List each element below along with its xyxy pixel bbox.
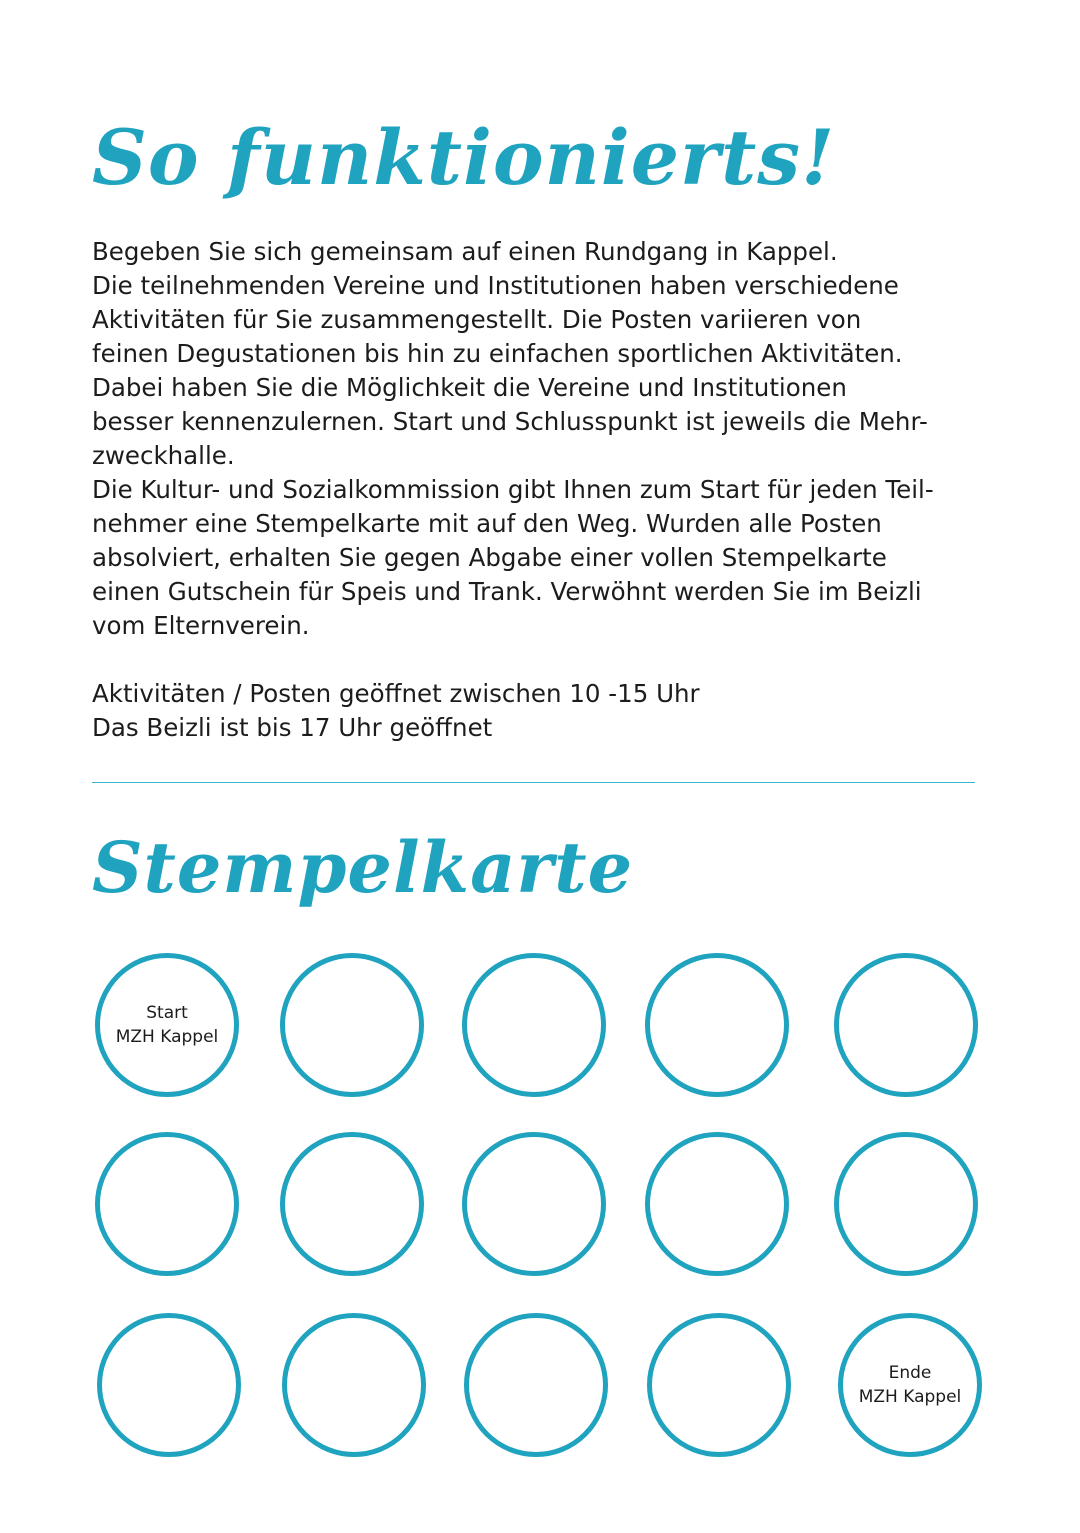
intro-line: Die Kultur- und Sozialkommission gibt Ihnen zum Start für jeden Teil-	[92, 475, 934, 504]
stamp-circle	[282, 1313, 426, 1457]
intro-line: Dabei haben Sie die Möglichkeit die Vereine und Institutionen	[92, 373, 847, 402]
stamp-circle	[280, 953, 424, 1097]
start-label: Start	[146, 1003, 188, 1023]
stamp-circle	[97, 1313, 241, 1457]
stamp-circle	[95, 1132, 239, 1276]
intro-line: Begeben Sie sich gemeinsam auf einen Rundgang in Kappel.	[92, 237, 838, 266]
start-location: MZH Kappel	[115, 1027, 219, 1047]
heading-so-funktionierts: So funktionierts!	[92, 113, 836, 202]
end-location: MZH Kappel	[858, 1387, 962, 1407]
intro-line: Die teilnehmenden Vereine und Institutionen haben verschiedene	[92, 271, 899, 300]
stamp-circle-start	[95, 953, 239, 1097]
stamp-circle-end	[838, 1313, 982, 1457]
beizli-hours: Das Beizli ist bis 17 Uhr geöffnet	[92, 713, 493, 742]
end-label: Ende	[888, 1363, 932, 1383]
intro-line: nehmer eine Stempelkarte mit auf den Weg. Wurden alle Posten	[92, 509, 882, 538]
intro-line: feinen Degustationen bis hin zu einfachen sportlichen Aktivitäten.	[92, 339, 903, 368]
stamp-circle	[462, 953, 606, 1097]
intro-line: Aktivitäten für Sie zusammengestellt. Die Posten variieren von	[92, 305, 862, 334]
stamp-circle	[834, 1132, 978, 1276]
stamp-circle	[645, 1132, 789, 1276]
stamp-circle	[462, 1132, 606, 1276]
intro-line: vom Elternverein.	[92, 611, 310, 640]
opening-hours	[92, 677, 1012, 745]
stamp-circle	[645, 953, 789, 1097]
intro-line: absolviert, erhalten Sie gegen Abgabe einer vollen Stempelkarte	[92, 543, 887, 572]
heading-stempelkarte: Stempelkarte	[92, 826, 634, 909]
activities-hours: Aktivitäten / Posten geöffnet zwischen 10 -15 Uhr	[92, 679, 700, 708]
stamp-circle	[834, 953, 978, 1097]
intro-line: einen Gutschein für Speis und Trank. Verwöhnt werden Sie im Beizli	[92, 577, 922, 606]
intro-line: zweckhalle.	[92, 441, 235, 470]
stamp-circle	[280, 1132, 424, 1276]
section-divider	[92, 782, 975, 783]
stamp-circle	[647, 1313, 791, 1457]
intro-paragraph	[92, 235, 1012, 643]
intro-line: besser kennenzulernen. Start und Schlusspunkt ist jeweils die Mehr-	[92, 407, 928, 436]
stamp-circle	[464, 1313, 608, 1457]
